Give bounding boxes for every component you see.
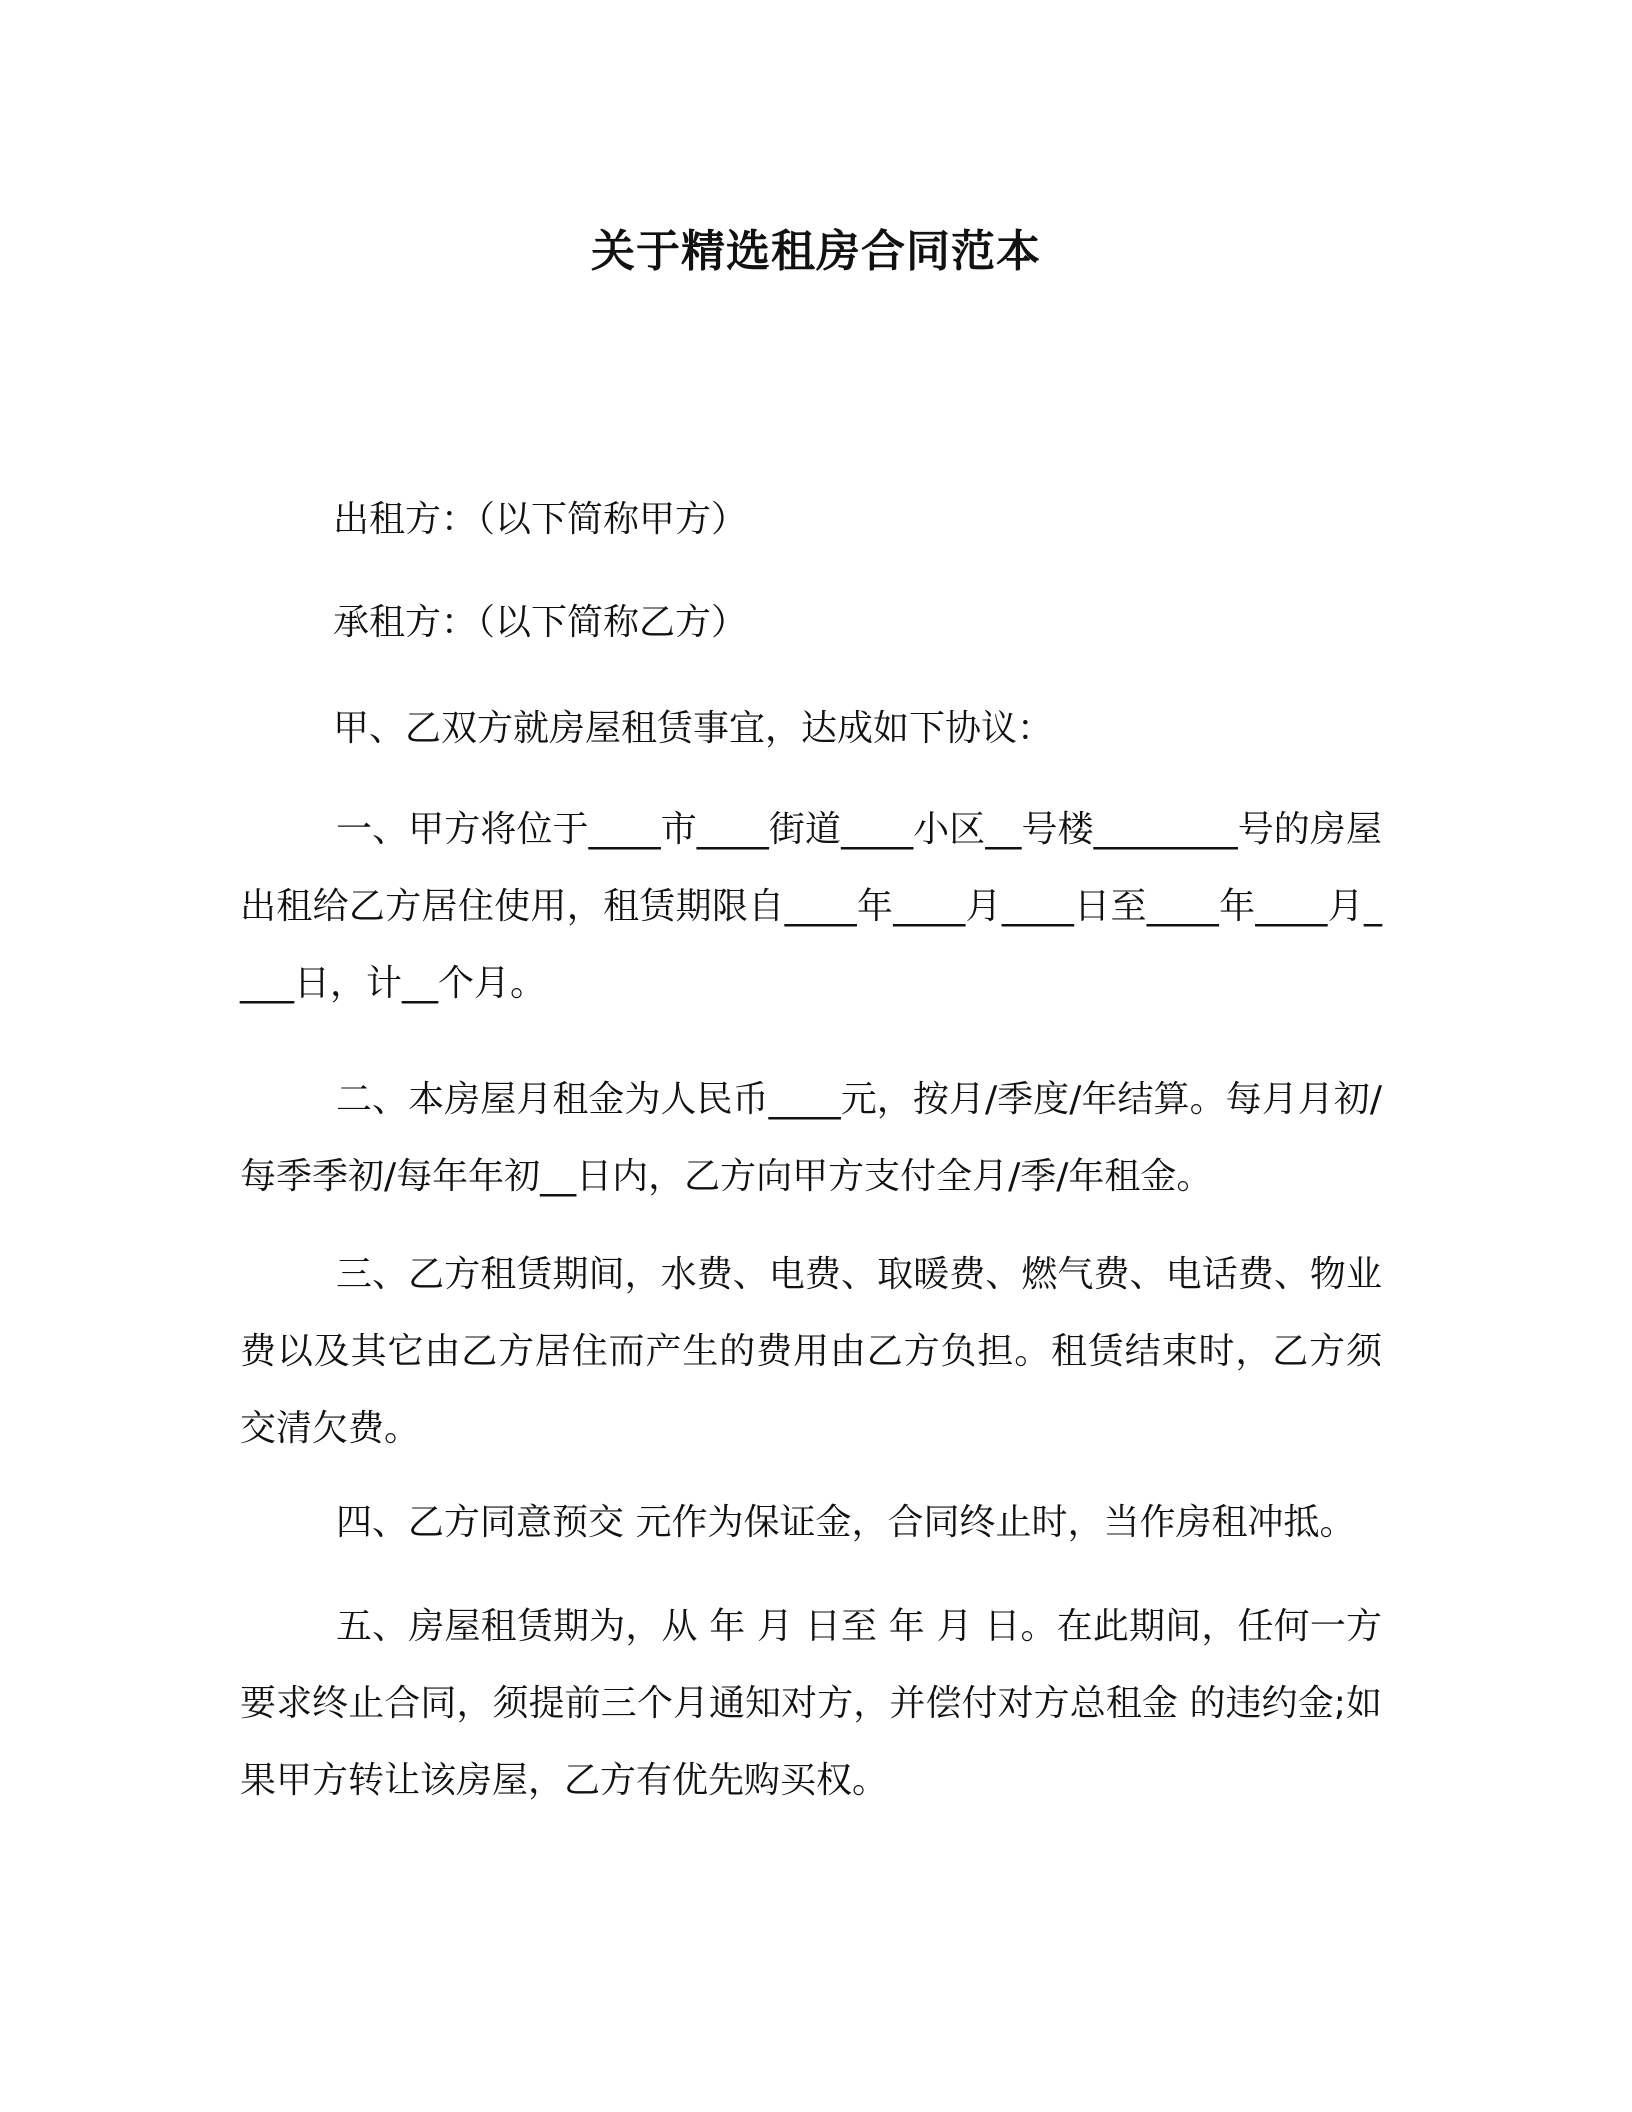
intro-line: 甲、乙双方就房屋租赁事宜，达成如下协议： (333, 708, 1054, 749)
clause-4: 四、乙方同意预交 元作为保证金，合同终止时，当作房租冲抵。 (336, 1502, 1356, 1543)
clause-2: 二、本房屋月租金为人民币____元，按月/季度/年结算。每月月初/每季季初/每年年初__日内，乙方向甲方支付全月/季/年租金。 (240, 1079, 1382, 1197)
lessor-line: 出租方：（以下简称甲方） (333, 499, 748, 540)
lessee-line: 承租方：（以下简称乙方） (333, 602, 748, 643)
clause-5: 五、房屋租赁期为，从 年 月 日至 年 月 日。在此期间，任何一方要求终止合同，须提前三个月通知对方，并偿付对方总租金 的违约金;如果甲方转让该房屋，乙方有优先购买权。 (240, 1606, 1382, 1801)
clause-3: 三、乙方租赁期间，水费、电费、取暖费、燃气费、电话费、物业费以及其它由乙方居住而产生的费用由乙方负担。租赁结束时，乙方须交清欠费。 (240, 1254, 1382, 1449)
document-title: 关于精选租房合同范本 (591, 226, 1041, 277)
clause-1: 一、甲方将位于____市____街道____小区__号楼________号的房屋出租给乙方居住使用，租赁期限自____年____月____日至____年____月____日，计__个月。 (240, 809, 1382, 1004)
